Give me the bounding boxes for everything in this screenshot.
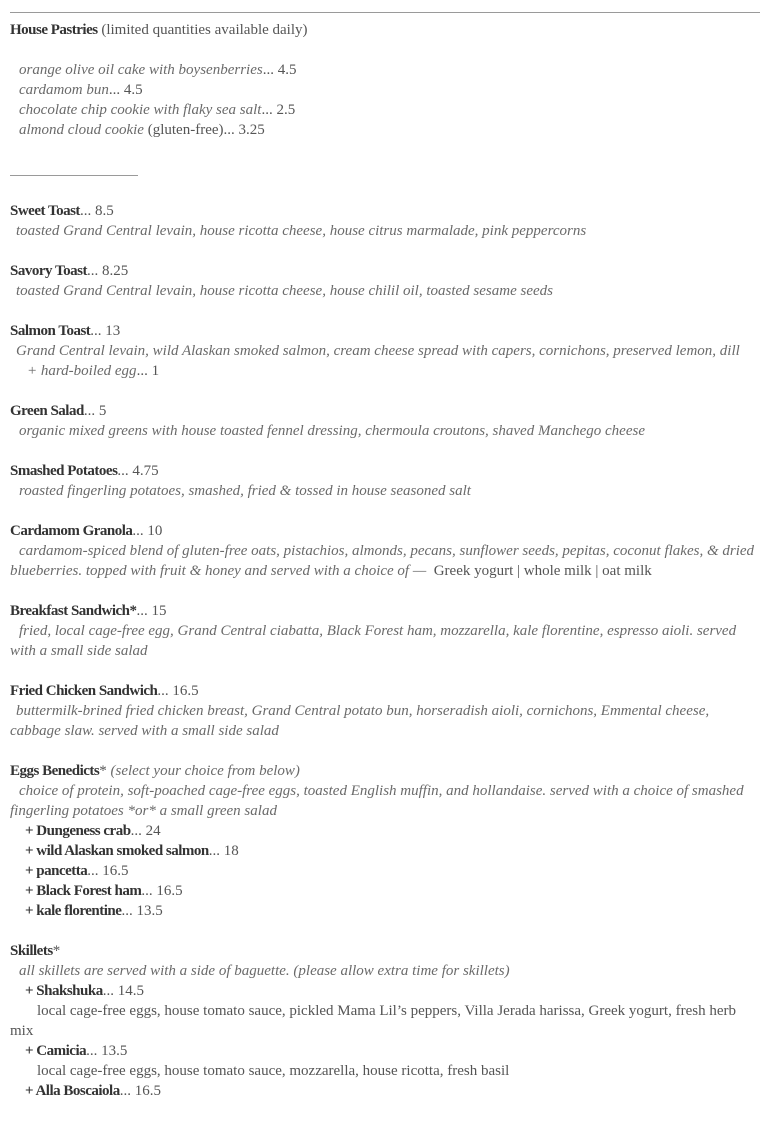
option-price: ... 13.5 xyxy=(121,903,163,919)
skillet-option xyxy=(10,1041,760,1061)
option-name: + kale florentine xyxy=(25,903,122,919)
benedict-option xyxy=(10,901,760,921)
option-price: ... 16.5 xyxy=(119,1083,161,1099)
menu-page xyxy=(10,0,760,1121)
pastry-item xyxy=(19,120,760,140)
addon-name: + hard-boiled egg xyxy=(27,363,137,379)
item-description: cardamom-spiced blend of gluten-free oats, pistachios, almonds, pecans, sunflower seeds, pepitas, coconut flakes, & dried blueberries. topped with fruit & honey and served with a choice of — xyxy=(10,543,755,579)
option-price: ... 14.5 xyxy=(102,983,144,999)
item-name: Fried Chicken Sandwich xyxy=(10,683,158,699)
item-name: Green Salad xyxy=(10,403,84,419)
pastry-price: ... 4.5 xyxy=(262,62,297,78)
skillet-option xyxy=(10,981,760,1001)
pastry-item xyxy=(19,100,760,120)
pastry-item xyxy=(19,80,760,100)
item-name: Breakfast Sandwich* xyxy=(10,603,137,619)
menu-item-smashed-potatoes xyxy=(10,461,760,501)
item-description: Grand Central levain, wild Alaskan smoked salmon, cream cheese spread with capers, cornichons, preserved lemon, dill xyxy=(16,343,740,359)
item-star: * xyxy=(52,943,61,959)
item-name: Smashed Potatoes xyxy=(10,463,118,479)
item-name: Eggs Benedicts xyxy=(10,763,100,779)
item-price: ... 16.5 xyxy=(157,683,199,699)
item-price: ... 5 xyxy=(83,403,107,419)
pastries-note: (limited quantities available daily) xyxy=(101,22,308,38)
item-description: toasted Grand Central levain, house ricotta cheese, house chilil oil, toasted sesame seeds xyxy=(16,283,553,299)
option-price: ... 13.5 xyxy=(86,1043,128,1059)
option-description: local cage-free eggs, house tomato sauce, mozzarella, house ricotta, fresh basil xyxy=(37,1063,510,1079)
item-description: fried, local cage-free egg, Grand Central ciabatta, Black Forest ham, mozzarella, kale florentine, espresso aioli. served with a small side salad xyxy=(10,623,737,659)
menu-item-fried-chicken-sandwich xyxy=(10,681,760,741)
menu-item-sweet-toast xyxy=(10,201,760,241)
pastries-heading xyxy=(10,20,760,40)
option-price: ... 24 xyxy=(130,823,161,839)
benedict-option xyxy=(10,861,760,881)
item-name: Savory Toast xyxy=(10,263,87,279)
option-price: ... 16.5 xyxy=(87,863,129,879)
item-description: choice of protein, soft-poached cage-free eggs, toasted English muffin, and hollandaise. served with a choice of smashed fingerling potatoes *or* a small green salad xyxy=(10,783,744,819)
option-name: + Black Forest ham xyxy=(25,883,142,899)
option-name: + Camicia xyxy=(25,1043,87,1059)
pastry-price: ... 2.5 xyxy=(261,102,296,118)
pastry-name: cardamom bun xyxy=(19,82,109,98)
item-description: organic mixed greens with house toasted fennel dressing, chermoula croutons, shaved Manchego cheese xyxy=(19,423,645,439)
pastry-price: ... 3.25 xyxy=(223,122,265,138)
pastry-name: orange olive oil cake with boysenberries xyxy=(19,62,263,78)
item-price: ... 4.75 xyxy=(117,463,159,479)
menu-item-salmon-toast xyxy=(10,321,760,381)
menu-item-breakfast-sandwich xyxy=(10,601,760,661)
item-description: roasted fingerling potatoes, smashed, fried & tossed in house seasoned salt xyxy=(19,483,471,499)
menu-item-cardamom-granola xyxy=(10,521,760,581)
option-name: + Dungeness crab xyxy=(25,823,131,839)
item-name: Skillets xyxy=(10,943,53,959)
item-description: buttermilk-brined fried chicken breast, Grand Central potato bun, horseradish aioli, cornichons, Emmental cheese, cabbage slaw. served with a small side salad xyxy=(10,703,710,739)
benedict-option xyxy=(10,821,760,841)
pastries-list xyxy=(10,60,760,140)
item-choices: Greek yogurt | whole milk | oat milk xyxy=(433,563,652,579)
pastries-title: House Pastries xyxy=(10,22,98,38)
option-name: + wild Alaskan smoked salmon xyxy=(25,843,209,859)
option-name: + Shakshuka xyxy=(25,983,103,999)
option-name: + pancetta xyxy=(25,863,88,879)
item-price: ... 8.5 xyxy=(79,203,114,219)
menu-item-eggs-benedicts xyxy=(10,761,760,921)
pastry-item xyxy=(19,60,760,80)
menu-item-skillets xyxy=(10,941,760,1101)
option-name: + Alla Boscaiola xyxy=(25,1083,120,1099)
item-name: Salmon Toast xyxy=(10,323,91,339)
item-description: toasted Grand Central levain, house ricotta cheese, house citrus marmalade, pink peppercorns xyxy=(16,223,587,239)
menu-item-savory-toast xyxy=(10,261,760,301)
option-price: ... 16.5 xyxy=(141,883,183,899)
item-price: ... 8.25 xyxy=(86,263,129,279)
option-price: ... 18 xyxy=(208,843,239,859)
item-name: Sweet Toast xyxy=(10,203,80,219)
menu-item-green-salad xyxy=(10,401,760,441)
benedict-option xyxy=(10,841,760,861)
item-note: all skillets are served with a side of baguette. (please allow extra time for skillets) xyxy=(19,963,510,979)
skillet-option xyxy=(10,1081,760,1101)
item-price: ... 13 xyxy=(90,323,121,339)
item-star: * xyxy=(99,763,107,779)
option-description: local cage-free eggs, house tomato sauce, pickled Mama Lil’s peppers, Villa Jerada harissa, Greek yogurt, fresh herb mix xyxy=(10,1003,736,1039)
section-divider xyxy=(10,175,138,176)
item-price: ... 15 xyxy=(136,603,167,619)
addon-price: ... 1 xyxy=(136,363,160,379)
pastry-name: almond cloud cookie xyxy=(19,122,144,138)
item-price: ... 10 xyxy=(132,523,163,539)
benedict-option xyxy=(10,881,760,901)
pastry-price: ... 4.5 xyxy=(108,82,143,98)
item-name: Cardamom Granola xyxy=(10,523,133,539)
item-note: (select your choice from below) xyxy=(106,763,300,779)
pastry-extra: (gluten-free) xyxy=(143,122,224,138)
pastry-name: chocolate chip cookie with flaky sea salt xyxy=(19,102,262,118)
